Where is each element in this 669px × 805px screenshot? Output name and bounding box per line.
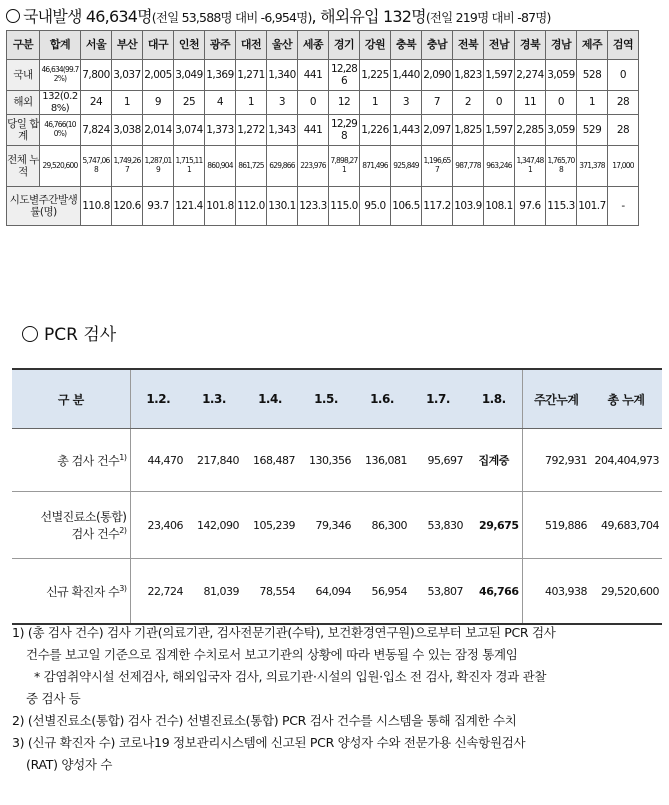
table-cell: 11: [515, 91, 546, 115]
table-cell: 53,830: [410, 492, 466, 559]
table-cell: 101.7: [577, 187, 608, 226]
row-label: [12, 559, 130, 625]
footnote-line: 2) (선별진료소(통합) 검사 건수) 선별진료소(통합) PCR 검사 건수를 시스템을 통해 집계한 수치: [12, 713, 517, 728]
table-cell: 1,715,111: [174, 146, 205, 187]
column-header: 총 누계: [590, 369, 662, 429]
column-header: 부산: [112, 31, 143, 60]
pcr-section-title: [22, 320, 116, 345]
table-cell: 1,272: [236, 115, 267, 146]
table-cell: 925,849: [391, 146, 422, 187]
table-cell: 86,300: [354, 492, 410, 559]
table-cell: 81,039: [186, 559, 242, 625]
table-cell: 123.3: [298, 187, 329, 226]
table-cell: 7,800: [81, 60, 112, 91]
table-cell: 1,225: [360, 60, 391, 91]
column-header: 구 분: [12, 369, 130, 429]
table-cell: -: [608, 187, 639, 226]
table-cell: 1: [577, 91, 608, 115]
row-label: 해외: [7, 91, 40, 115]
table-cell: 7: [422, 91, 453, 115]
table-row: [7, 187, 639, 226]
pcr-title-text: PCR 검사: [44, 325, 117, 345]
column-header: 세종: [298, 31, 329, 60]
table-cell: 2,097: [422, 115, 453, 146]
domestic-cases: 국내발생 46,634명: [23, 7, 152, 26]
table-cell: 204,404,973: [590, 429, 662, 492]
table-cell: 792,931: [522, 429, 590, 492]
table-cell: 1,226: [360, 115, 391, 146]
row-label-text: 신규 확진자 수: [46, 584, 120, 599]
table-cell: 79,346: [298, 492, 354, 559]
table-cell: 3,038: [112, 115, 143, 146]
table-cell: 1,340: [267, 60, 298, 91]
table-cell: 1: [360, 91, 391, 115]
table-cell: 23,406: [130, 492, 186, 559]
column-header: 1.8.: [466, 369, 522, 429]
table-cell: 1,440: [391, 60, 422, 91]
table-cell: 1,823: [453, 60, 484, 91]
table-cell: 12,286: [329, 60, 360, 91]
table-cell: 44,470: [130, 429, 186, 492]
table-cell: 1,597: [484, 115, 515, 146]
table-cell: 3,037: [112, 60, 143, 91]
table-cell: 12: [329, 91, 360, 115]
table-cell: 95.0: [360, 187, 391, 226]
overseas-change: (전일 219명 대비 -87명): [425, 10, 551, 25]
column-header: 대구: [143, 31, 174, 60]
column-header: 충남: [422, 31, 453, 60]
column-header: 전북: [453, 31, 484, 60]
column-header: 1.3.: [186, 369, 242, 429]
table-cell: 963,246: [484, 146, 515, 187]
table-cell: 168,487: [242, 429, 298, 492]
column-header: 경북: [515, 31, 546, 60]
table-cell: 29,520,600: [590, 559, 662, 625]
row-label-text: 선별진료소(통합) 검사 건수: [40, 510, 127, 541]
footnote-marker: 2): [119, 526, 127, 535]
table-cell: 1: [236, 91, 267, 115]
footnote-line: * 감염취약시설 선제검사, 해외입국자 검사, 의료기관·시설의 입원·입소 전 검사, 확진자 경과 관찰: [34, 669, 547, 684]
column-header: 경남: [546, 31, 577, 60]
row-label: 전체 누적: [7, 146, 40, 187]
footnote-line: 1) (총 검사 건수) 검사 기관(의료기관, 검사전문기관(수탁), 보건환경연구원)으로부터 보고된 PCR 검사: [12, 625, 556, 640]
table-cell: 130,356: [298, 429, 354, 492]
column-header: 제주: [577, 31, 608, 60]
column-header: 경기: [329, 31, 360, 60]
table-cell: 223,976: [298, 146, 329, 187]
table-cell: 117.2: [422, 187, 453, 226]
table-row: [7, 60, 639, 91]
table-cell: 95,697: [410, 429, 466, 492]
table-cell: 0: [546, 91, 577, 115]
table-cell: 2,274: [515, 60, 546, 91]
column-header: 충북: [391, 31, 422, 60]
table-cell: 78,554: [242, 559, 298, 625]
table-cell: 24: [81, 91, 112, 115]
domestic-change: (전일 53,588명 대비 -6,954명): [151, 10, 312, 25]
table-cell: 529: [577, 115, 608, 146]
table-cell: 25: [174, 91, 205, 115]
table-cell: 1,343: [267, 115, 298, 146]
table-cell: 3,059: [546, 115, 577, 146]
table-cell: 115.3: [546, 187, 577, 226]
table-cell: 108.1: [484, 187, 515, 226]
column-header: 대전: [236, 31, 267, 60]
table-cell: 2,090: [422, 60, 453, 91]
table-cell: 371,378: [577, 146, 608, 187]
table-header-row: [12, 369, 662, 429]
circle-bullet-icon: [22, 326, 38, 342]
table-cell: 93.7: [143, 187, 174, 226]
table-cell: 115.0: [329, 187, 360, 226]
row-label: [12, 429, 130, 492]
table-cell: 217,840: [186, 429, 242, 492]
column-header: 검역: [608, 31, 639, 60]
table-cell: 1,271: [236, 60, 267, 91]
table-cell: 3: [267, 91, 298, 115]
table-cell: 1,196,657: [422, 146, 453, 187]
column-header: 1.7.: [410, 369, 466, 429]
table-cell: 403,938: [522, 559, 590, 625]
table-cell: 28: [608, 115, 639, 146]
table-row: [12, 492, 662, 559]
column-header: 광주: [205, 31, 236, 60]
table-cell: 1,347,481: [515, 146, 546, 187]
table-cell: 112.0: [236, 187, 267, 226]
column-header: 전남: [484, 31, 515, 60]
table-cell: 2,005: [143, 60, 174, 91]
table-cell: 46,634(99.72%): [40, 60, 81, 91]
column-header: 울산: [267, 31, 298, 60]
footnote-line: 중 검사 등: [26, 691, 81, 706]
table-cell: 7,824: [81, 115, 112, 146]
table-cell: 105,239: [242, 492, 298, 559]
table-cell: 97.6: [515, 187, 546, 226]
footnote-line: 3) (신규 확진자 수) 코로나19 정보관리시스템에 신고된 PCR 양성자 수와 전문가용 신속항원검사: [12, 735, 526, 750]
table-cell: 29,675: [466, 492, 522, 559]
table-cell: 121.4: [174, 187, 205, 226]
table-cell: 519,886: [522, 492, 590, 559]
table-cell: 7,898,271: [329, 146, 360, 187]
table-row: [7, 91, 639, 115]
table-cell: 1,825: [453, 115, 484, 146]
table-cell: 12,298: [329, 115, 360, 146]
table-cell: 4: [205, 91, 236, 115]
column-header: 서울: [81, 31, 112, 60]
table-cell: 142,090: [186, 492, 242, 559]
column-header: 1.5.: [298, 369, 354, 429]
table-cell: 861,725: [236, 146, 267, 187]
footnotes: [12, 622, 662, 776]
table-cell: 106.5: [391, 187, 422, 226]
table-cell: 441: [298, 115, 329, 146]
table-cell: 46,766(100%): [40, 115, 81, 146]
table-cell: 1,597: [484, 60, 515, 91]
table-cell: 2: [453, 91, 484, 115]
table-cell: 1,443: [391, 115, 422, 146]
table-cell: 441: [298, 60, 329, 91]
circle-bullet-icon: [6, 9, 20, 23]
table-cell: 136,081: [354, 429, 410, 492]
row-label: [12, 492, 130, 559]
table-cell: 528: [577, 60, 608, 91]
table-cell: 53,807: [410, 559, 466, 625]
table-row: [7, 115, 639, 146]
table-cell: 5,747,068: [81, 146, 112, 187]
footnote-marker: 1): [119, 452, 127, 462]
table-cell: 28: [608, 91, 639, 115]
table-cell: 29,520,600: [40, 146, 81, 187]
overseas-cases: , 해외유입 132명: [311, 7, 426, 26]
table-row: [7, 146, 639, 187]
column-header: 주간누계: [522, 369, 590, 429]
column-header: 1.2.: [130, 369, 186, 429]
table-cell: 0: [298, 91, 329, 115]
column-header: 1.6.: [354, 369, 410, 429]
pcr-table: [12, 368, 662, 625]
table-cell: 132(0.28%): [40, 91, 81, 115]
table-cell: 1,287,019: [143, 146, 174, 187]
table-cell: 3,059: [546, 60, 577, 91]
table-cell: 0: [608, 60, 639, 91]
table-header-row: [7, 31, 639, 60]
table-cell: 120.6: [112, 187, 143, 226]
column-header: 인천: [174, 31, 205, 60]
table-cell: 110.8: [81, 187, 112, 226]
table-cell: 64,094: [298, 559, 354, 625]
table-cell: 22,724: [130, 559, 186, 625]
table-cell: 987,778: [453, 146, 484, 187]
column-header: 구분: [7, 31, 40, 60]
regional-cases-table: [6, 30, 639, 226]
table-cell: 17,000: [608, 146, 639, 187]
table-cell: 56,954: [354, 559, 410, 625]
table-cell: 2,285: [515, 115, 546, 146]
table-cell: 3,049: [174, 60, 205, 91]
table-cell: 101.8: [205, 187, 236, 226]
table-cell: 3: [391, 91, 422, 115]
table-cell: 1,765,708: [546, 146, 577, 187]
table-cell: 1,373: [205, 115, 236, 146]
table-cell: 1,749,267: [112, 146, 143, 187]
table-row: [12, 559, 662, 625]
row-label: 시도별주간발생률(명): [7, 187, 81, 226]
table-cell: 49,683,704: [590, 492, 662, 559]
table-cell: 103.9: [453, 187, 484, 226]
table-cell: 46,766: [466, 559, 522, 625]
table-cell: 1: [112, 91, 143, 115]
row-label: 당일 합계: [7, 115, 40, 146]
table-cell: 집계중: [466, 429, 522, 492]
footnote-line: (RAT) 양성자 수: [26, 757, 113, 772]
table-cell: 130.1: [267, 187, 298, 226]
daily-headline: [6, 4, 551, 27]
table-cell: 629,866: [267, 146, 298, 187]
column-header: 1.4.: [242, 369, 298, 429]
table-cell: 2,014: [143, 115, 174, 146]
row-label-text: 총 검사 건수: [57, 453, 120, 468]
table-cell: 0: [484, 91, 515, 115]
table-row: [12, 429, 662, 492]
footnote-marker: 3): [119, 583, 127, 593]
table-cell: 871,496: [360, 146, 391, 187]
table-cell: 9: [143, 91, 174, 115]
table-cell: 3,074: [174, 115, 205, 146]
footnote-line: 건수를 보고일 기준으로 집계한 수치로서 보고기관의 상황에 따라 변동될 수 있는 잠정 통계임: [26, 647, 518, 662]
row-label: 국내: [7, 60, 40, 91]
table-cell: 860,904: [205, 146, 236, 187]
column-header: 합계: [40, 31, 81, 60]
column-header: 강원: [360, 31, 391, 60]
table-cell: 1,369: [205, 60, 236, 91]
